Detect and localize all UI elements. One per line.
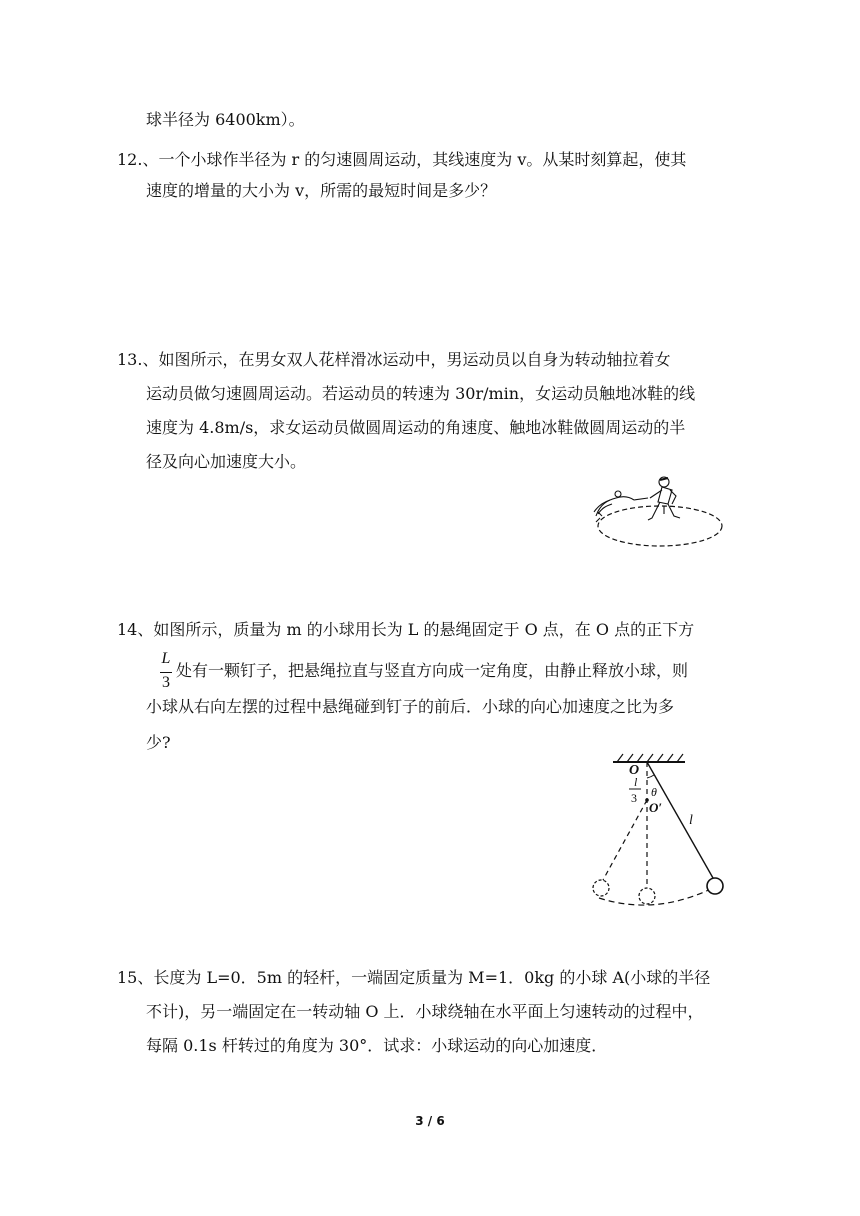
- ball-bottom: [639, 888, 655, 904]
- label-l: l: [689, 813, 693, 828]
- skating-circle-path: [598, 506, 722, 546]
- left-dashed-string: [603, 800, 647, 880]
- pendulum-string: [647, 762, 713, 878]
- q12-line2: 速度的增量的大小为 v，所需的最短时间是多少？: [146, 181, 497, 200]
- ball-right: [707, 878, 723, 894]
- fraction-denominator: 3: [162, 674, 170, 691]
- q14-line1: 14、如图所示，质量为 m 的小球用长为 L 的悬绳固定于 O 点，在 O 点的正下方: [117, 620, 695, 639]
- page-number: 3 / 6: [415, 1114, 445, 1128]
- label-l-numerator: l: [634, 775, 638, 789]
- q11-tail-text: 球半径为 6400km）。: [146, 110, 305, 129]
- pendulum-figure: [585, 748, 735, 918]
- q13-line3: 速度为 4.8m/s，求女运动员做圆周运动的角速度、触地冰鞋做圆周运动的半: [146, 418, 686, 437]
- q15-line3: 每隔 0.1s 杆转过的角度为 30°．试求：小球运动的向心加速度．: [146, 1036, 608, 1055]
- label-O: O: [629, 763, 640, 778]
- q12-line1: 12.、一个小球作半径为 r 的匀速圆周运动，其线速度为 v。从某时刻算起，使其: [117, 150, 687, 169]
- q13-line4: 径及向心加速度大小。: [146, 452, 307, 471]
- swing-arc: [599, 888, 713, 905]
- ball-left: [593, 880, 609, 896]
- label-O-prime: O′: [649, 800, 663, 815]
- skating-figure: [588, 474, 728, 554]
- q14-line3: 小球从右向左摆的过程中悬绳碰到钉子的前后．小球的向心加速度之比为多: [146, 697, 675, 716]
- fraction-numerator: L: [161, 650, 171, 667]
- q15-line2: 不计)，另一端固定在一转动轴 O 上．小球绕轴在水平面上匀速转动的过程中，: [146, 1002, 704, 1021]
- q15-line1: 15、长度为 L=0．5m 的轻杆，一端固定质量为 M=1．0kg 的小球 A(小球的半径: [117, 968, 711, 987]
- q14-line2: 处有一颗钉子，把悬绳拉直与竖直方向成一定角度，由静止释放小球，则: [176, 661, 689, 680]
- fraction-bar: [160, 672, 172, 673]
- q13-line2: 运动员做匀速圆周运动。若运动员的转速为 30r/min，女运动员触地冰鞋的线: [146, 384, 696, 403]
- theta-arc: [647, 775, 654, 778]
- male-skater: [648, 477, 680, 520]
- label-l-denominator: 3: [631, 791, 637, 805]
- q13-line1: 13.、如图所示，在男女双人花样滑冰运动中，男运动员以自身为转动轴拉着女: [117, 350, 671, 369]
- label-theta: θ: [651, 785, 657, 799]
- ceiling-hatch: [617, 754, 683, 762]
- q14-line4: 少?: [146, 733, 171, 752]
